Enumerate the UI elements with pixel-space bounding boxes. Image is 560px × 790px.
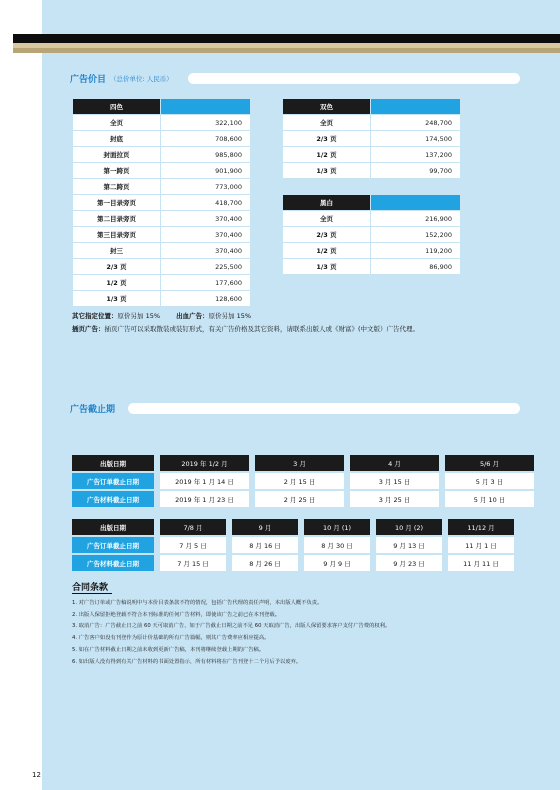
price-label: 1/2 页 [283,243,371,259]
price-value: 99,700 [371,163,461,179]
pricing-subtitle: （总价单位: 人民币） [110,75,173,83]
color-header: 四色 [73,99,161,115]
deadline-row [72,491,534,507]
deadline-section-header [70,402,115,415]
price-label: 2/3 页 [73,259,161,275]
price-label: 全页 [73,115,161,131]
row-label-material: 广告材料截止日期 [72,555,154,571]
price-row [73,259,251,275]
price-row [73,195,251,211]
price-label: 1/2 页 [73,275,161,291]
price-value: 119,200 [371,243,461,259]
row-label-issue: 出版日期 [72,455,154,471]
price-label: 第一目录旁页 [73,195,161,211]
row-label-issue: 出版日期 [72,519,154,535]
terms-underline [72,593,112,594]
material-deadline: 9 月 23 日 [376,555,442,571]
material-deadline: 8 月 26 日 [232,555,298,571]
material-deadline: 9 月 9 日 [304,555,370,571]
price-label: 封三 [73,243,161,259]
issue-date: 5/6 月 [445,455,534,471]
order-deadline: 2019 年 1 月 14 日 [160,473,249,489]
price-value: 985,800 [161,147,251,163]
pricing-title-bar [188,73,520,84]
price-value: 177,600 [161,275,251,291]
price-row [283,131,461,147]
note-insert-text: 插页广告可以采取散装或装钉形式，有关广告价格及其它资料，请联系出版人或《财富》(中文版）广告代理。 [104,325,420,333]
deadline-table-2 [72,519,514,571]
price-value: 322,100 [161,115,251,131]
issue-date: 9 月 [232,519,298,535]
price-value: 370,400 [161,211,251,227]
price-label: 第二目录旁页 [73,211,161,227]
two-color-header: 双色 [283,99,371,115]
price-row [283,163,461,179]
note-bleed-label: 出血广告： [176,312,209,320]
deadline-title: 广告截止期 [70,405,116,415]
order-deadline: 11 月 1 日 [448,537,514,553]
terms-item: 3. 取消广告：广告截止日之前 60 天可取消广告，如于广告截止日期之前不足 60 天取消广告，出版人保留要求客户支付广告费的权利。 [72,623,391,630]
terms-list [72,598,512,668]
note-bleed-text: 原价另加 15% [208,312,252,320]
price-row [73,115,251,131]
price-row [73,147,251,163]
price-value: 418,700 [161,195,251,211]
issue-date: 4 月 [350,455,439,471]
deadline-title-bar [128,403,520,414]
price-label: 封底 [73,131,161,147]
price-value: 128,600 [161,291,251,307]
price-value: 137,200 [371,147,461,163]
material-deadline: 5 月 10 日 [445,491,534,507]
pricing-note-row-2 [72,324,419,333]
price-row [73,243,251,259]
terms-item: 2. 出版人保留拒绝登载不符合本刊标准的任何广告材料，即使该广告之前已在本刊登载。 [72,611,281,618]
note-position-text: 原价另加 15% [117,312,161,320]
row-label-order: 广告订单截止日期 [72,537,154,553]
price-row [283,211,461,227]
price-value: 773,000 [161,179,251,195]
row-label-material: 广告材料截止日期 [72,491,154,507]
bw-price-table [282,194,461,275]
note-position-label: 其它指定位置： [72,312,118,320]
pricing-section-header [70,72,173,85]
deadline-row [72,537,514,553]
price-label: 第一跨页 [73,163,161,179]
price-value: 225,500 [161,259,251,275]
order-deadline: 8 月 30 日 [304,537,370,553]
price-value: 708,600 [161,131,251,147]
two-color-header-blank [371,99,461,115]
issue-date: 7/8 月 [160,519,226,535]
price-row [283,259,461,275]
price-row [73,291,251,307]
order-deadline: 5 月 3 日 [445,473,534,489]
terms-title: 合同条款 [72,583,109,593]
two-color-price-table [282,98,461,179]
order-deadline: 7 月 5 日 [160,537,226,553]
price-label: 第三目录旁页 [73,227,161,243]
price-label: 1/3 页 [73,291,161,307]
two-color-table-header-row [283,99,461,115]
price-value: 174,500 [371,131,461,147]
bw-header: 黑白 [283,195,371,211]
price-label: 第二跨页 [73,179,161,195]
color-table-header-row [73,99,251,115]
color-price-table [72,98,251,307]
price-value: 370,400 [161,227,251,243]
price-value: 216,900 [371,211,461,227]
issue-date: 11/12 月 [448,519,514,535]
price-row [73,179,251,195]
price-row [283,243,461,259]
order-deadline: 8 月 16 日 [232,537,298,553]
price-label: 1/2 页 [283,147,371,163]
note-insert-label: 插页广告： [72,325,105,333]
terms-item: 6. 如出版人没有得到有关广告材料的书面处置指示，所有材料将在广告刊登十二个月后予以废弃。 [72,658,302,665]
material-deadline: 3 月 25 日 [350,491,439,507]
deadline-row [72,455,534,471]
price-value: 86,900 [371,259,461,275]
price-label: 2/3 页 [283,131,371,147]
price-label: 1/3 页 [283,163,371,179]
price-label: 1/3 页 [283,259,371,275]
order-deadline: 3 月 15 日 [350,473,439,489]
price-value: 370,400 [161,243,251,259]
price-label: 全页 [283,211,371,227]
deadline-row [72,519,514,535]
price-row [283,147,461,163]
price-row [73,163,251,179]
material-deadline: 7 月 15 日 [160,555,226,571]
row-label-order: 广告订单截止日期 [72,473,154,489]
price-row [73,131,251,147]
order-deadline: 9 月 13 日 [376,537,442,553]
material-deadline: 2019 年 1 月 23 日 [160,491,249,507]
deadline-row [72,555,514,571]
page-number: 12 [32,771,41,779]
price-label: 2/3 页 [283,227,371,243]
deadline-row [72,473,534,489]
material-deadline: 11 月 11 日 [448,555,514,571]
issue-date: 2019 年 1/2 月 [160,455,249,471]
price-value: 901,900 [161,163,251,179]
price-row [73,275,251,291]
price-value: 248,700 [371,115,461,131]
header-stripe-gold [13,48,560,53]
price-row [283,115,461,131]
pricing-note-row-1 [72,311,251,320]
price-label: 封面拉页 [73,147,161,163]
material-deadline: 2 月 25 日 [255,491,344,507]
price-value: 152,200 [371,227,461,243]
pricing-title: 广告价目 [70,75,107,85]
issue-date: 3 月 [255,455,344,471]
issue-date: 10 月 (1) [304,519,370,535]
price-row [283,227,461,243]
terms-item: 4. 广告客户如没有刊登作为原计价基础的所有广告篇幅，则其广告费率应相应提高。 [72,635,270,642]
order-deadline: 2 月 15 日 [255,473,344,489]
terms-item: 5. 如在广告材料截止日期之前未收到更新广告稿，本刊将继续登载上期的广告稿。 [72,646,265,653]
color-header-blank [161,99,251,115]
bw-table-header-row [283,195,461,211]
price-label: 全页 [283,115,371,131]
bw-header-blank [371,195,461,211]
price-row [73,211,251,227]
header-stripe-black [13,34,560,43]
terms-item: 1. 对广告订单或广告稿说明中与本价目表条款不符的情况，包括广告代理的责任声明，本出版人概不负责。 [72,600,323,606]
deadline-table-1 [72,455,534,507]
price-row [73,227,251,243]
issue-date: 10 月 (2) [376,519,442,535]
